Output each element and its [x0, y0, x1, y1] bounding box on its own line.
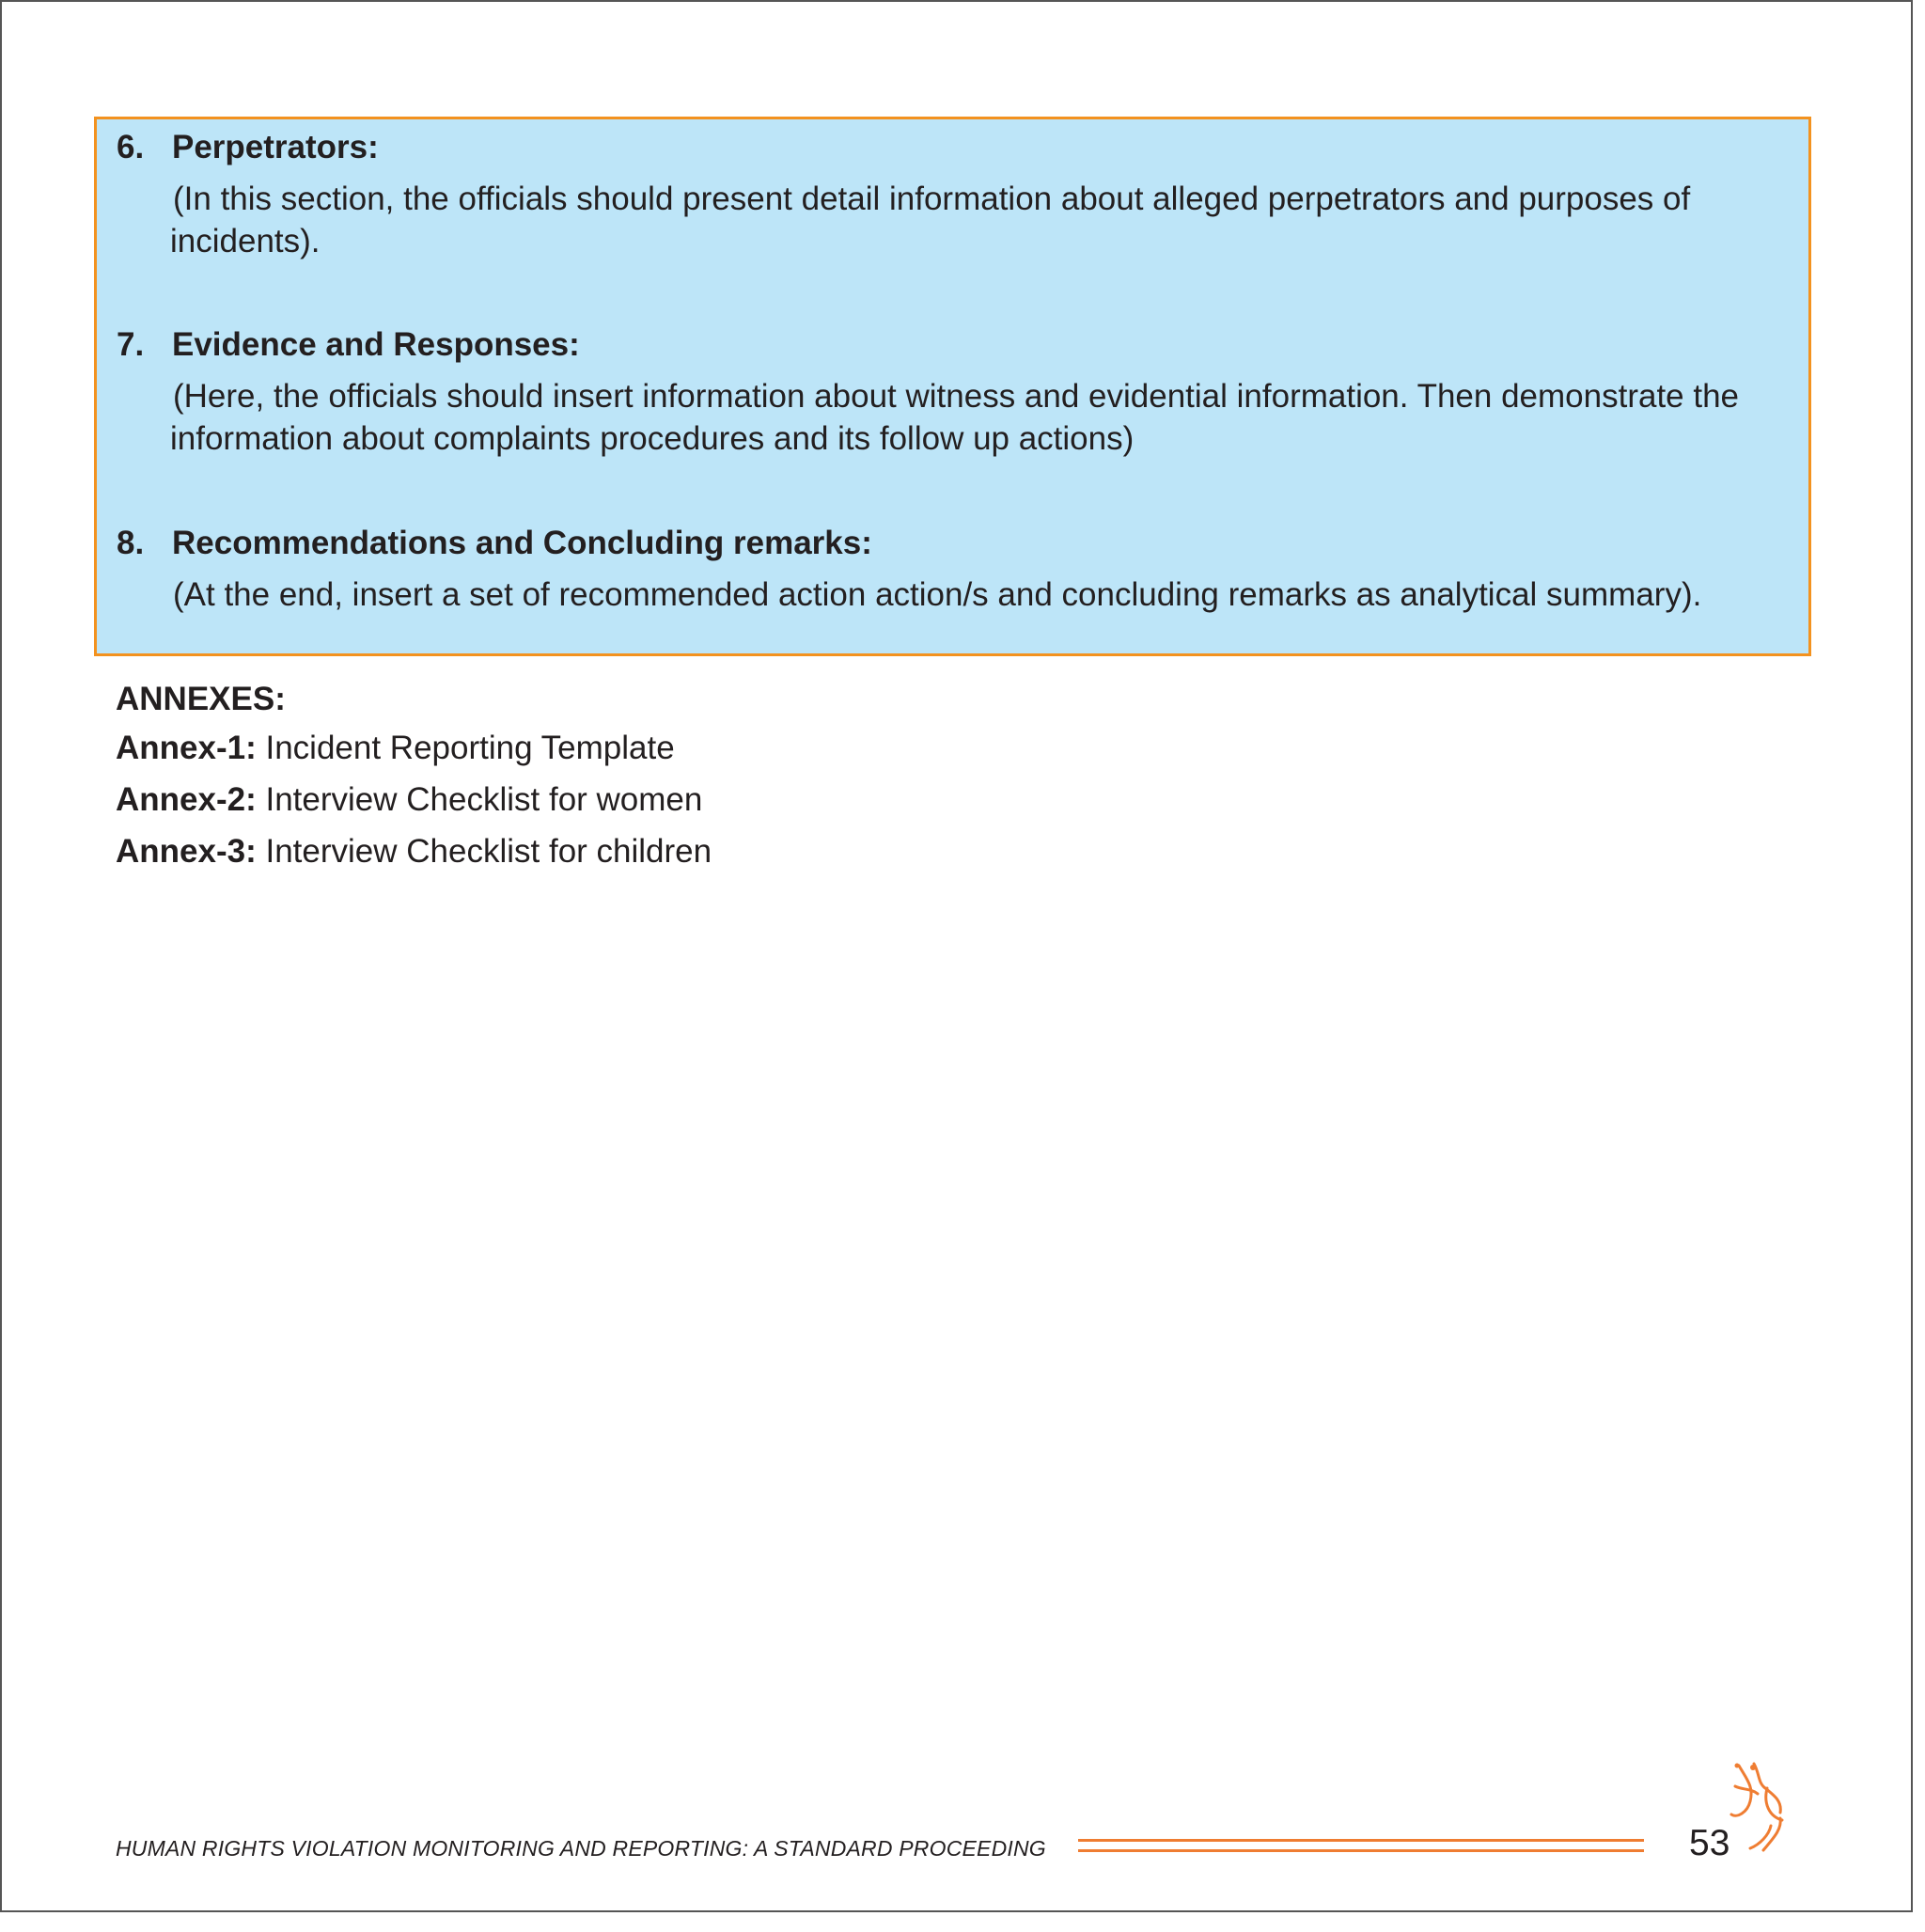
- section-heading: [117, 324, 1808, 366]
- annex-title: Interview Checklist for women: [265, 781, 703, 818]
- footer-decorative-rule: [1078, 1839, 1644, 1854]
- section-description: (In this section, the officials should present detail information about alleged perpetrators and purposes of incidents).: [170, 181, 1691, 259]
- annex-item: [116, 722, 1244, 774]
- footer-rule-line: [1078, 1849, 1644, 1852]
- section-perpetrators: [117, 127, 1808, 262]
- footer-document-title: HUMAN RIGHTS VIOLATION MONITORING AND REPORTING: A STANDARD PROCEEDING: [116, 1836, 1046, 1861]
- section-number: 6.: [117, 129, 145, 165]
- section-description: (Here, the officials should insert information about witness and evidential information. Then demonstrate the information about complaints procedures and its follow up actions): [170, 378, 1740, 457]
- section-number: 7.: [117, 326, 145, 363]
- section-number: 8.: [117, 525, 145, 561]
- section-heading: [117, 523, 1808, 564]
- dancing-figures-logo-icon: [1726, 1760, 1792, 1854]
- annexes-heading: ANNEXES:: [116, 681, 286, 717]
- section-heading: [117, 127, 1808, 168]
- annex-title: Interview Checklist for children: [265, 833, 712, 870]
- annex-item: [116, 825, 1244, 877]
- annex-label: Annex-3:: [116, 833, 257, 870]
- annex-title: Incident Reporting Template: [265, 730, 675, 766]
- annex-label: Annex-1:: [116, 730, 257, 766]
- annex-item: [116, 774, 1244, 825]
- page-number: 53: [1689, 1823, 1730, 1863]
- section-title: Perpetrators:: [172, 129, 379, 165]
- section-evidence-and-responses: [117, 324, 1808, 460]
- annexes-list: [116, 677, 1244, 877]
- section-description: (At the end, insert a set of recommended action action/s and concluding remarks as analytical summary).: [173, 576, 1702, 613]
- section-title: Evidence and Responses:: [172, 326, 580, 363]
- section-title: Recommendations and Concluding remarks:: [172, 525, 872, 561]
- footer-rule-line: [1078, 1839, 1644, 1842]
- annex-label: Annex-2:: [116, 781, 257, 818]
- section-recommendations: [117, 523, 1808, 616]
